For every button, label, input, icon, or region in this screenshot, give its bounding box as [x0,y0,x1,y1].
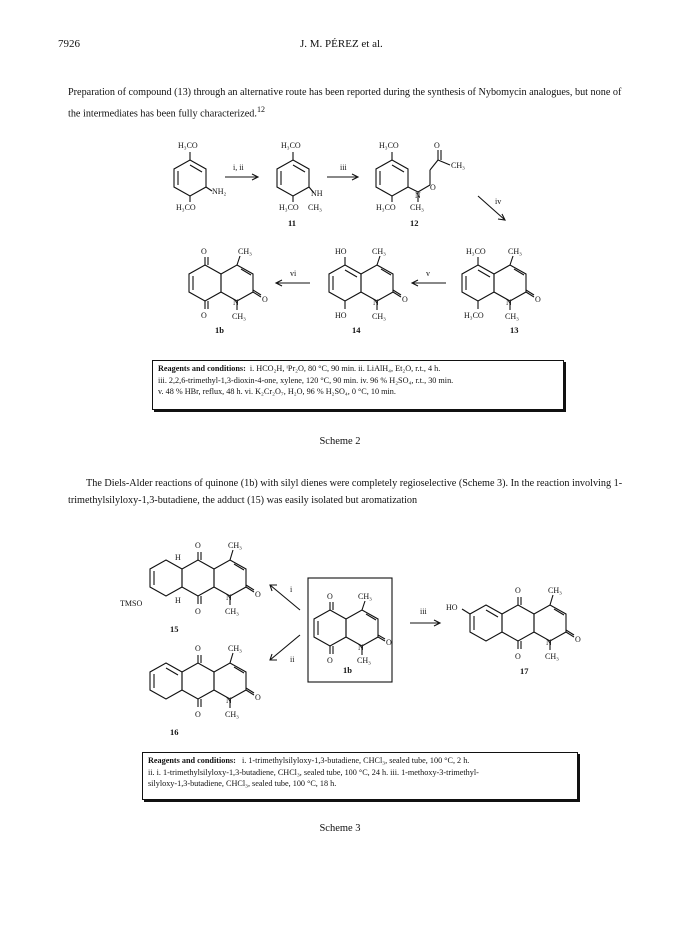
atom-n: N [546,638,552,647]
atom-h: H [175,553,181,562]
atom-o: O [201,247,207,256]
arrow-condition-i: i [290,585,293,594]
atom-ho: HO [335,247,347,256]
compound-number-11: 11 [288,218,297,228]
atom-n: N [506,298,512,307]
scheme-2-diagram [0,130,680,345]
atom-ch3: CH₃ [228,644,242,653]
atom-o: O [195,710,201,719]
ring-1b-left [314,610,346,646]
paragraph-2: The Diels-Alder reactions of quinone (1b) with silyl dienes were completely regioselective (Scheme 3). In the reaction involving 1-trimethylsilyloxy-1,3-butadiene, the adduct (15) was easily isolated but aromatization [68,478,623,506]
atom-h: H [175,596,181,605]
arrow-condition-i-ii: i, ii [233,163,244,172]
atom-n: N [358,643,364,652]
reagents-line: iii. 2,2,6-trimethyl-1,3-dioxin-4-one, xylene, 120 °C, 90 min. iv. 96 % H₂SO₄, r.t., 30 min. [158,375,454,385]
atom-o: O [201,311,207,320]
ring-compound-13-right [494,265,526,301]
atom-o: O [195,541,201,550]
ring-compound-15-a [150,560,182,596]
arrow-condition-iii: iii [420,607,427,616]
atom-o: O [515,586,521,595]
atom-ch3: CH₃ [232,312,246,321]
atom-o: O [575,635,581,644]
atom-o: O [327,592,333,601]
ring-1b-right [346,610,378,646]
atom-o: O [402,295,408,304]
atom-ch3: CH₃ [508,247,522,256]
atom-o: O [386,638,392,647]
atom-ch3: CH₃ [548,586,562,595]
arrow-condition-vi: vi [290,269,297,278]
atom-ch3: CH₃ [357,656,371,665]
atom-o: O [535,295,541,304]
atom-ch3: CH₃ [451,161,465,170]
running-title: J. M. PÉREZ et al. [300,38,383,50]
atom-h3co: H₃CO [176,203,196,212]
atom-h3co: H₃CO [279,203,299,212]
atom-o: O [255,693,261,702]
atom-ho: HO [335,311,347,320]
atom-ch3: CH₃ [410,203,424,212]
atom-h3co: H₃CO [178,141,198,150]
atom-o: O [195,644,201,653]
atom-h3co: H₃CO [379,141,399,150]
quinone-ring-1b-left [189,265,221,301]
scheme-3-caption: Scheme 3 [319,823,361,834]
atom-ch3: CH₃ [308,203,322,212]
arrow-condition-iii: iii [340,163,347,172]
reagents-line: silyloxy-1,3-butadiene, CHCl₃, sealed tube, 100 °C, 18 h. [148,779,337,788]
atom-n: N [233,298,239,307]
atom-n: N [373,298,379,307]
atom-nh: NH [311,189,323,198]
reagents-line: ii. i. 1-trimethylsilyloxy-1,3-butadiene, CHCl₃, sealed tube, 100 °C, 24 h. iii. 1-methoxy-3-trimethyl- [148,767,479,777]
atom-ch3: CH₃ [372,247,386,256]
atom-ch3: CH₃ [358,592,372,601]
atom-tmso: TMSO [120,599,143,608]
reagents-line: i. 1-trimethylsilyloxy-1,3-butadiene, CHCl₃, sealed tube, 100 °C, 2 h. [241,756,470,765]
scheme-2-reagents-box [152,360,564,410]
atom-o: O [515,652,521,661]
compound-number-1b: 1b [215,325,224,335]
paragraph-1 [68,84,628,122]
reagents-line: v. 48 % HBr, reflux, 48 h. vi. K₂Cr₂O₇, H₂O, 96 % H₂SO₄, 0 °C, 10 min. [158,387,396,396]
compound-number-15: 15 [170,624,179,634]
atom-ch3: CH₃ [225,607,239,616]
atom-h3co: H₃CO [466,247,486,256]
atom-h3co: H₃CO [376,203,396,212]
atom-o: O [430,183,436,192]
ring-compound-15-c [214,560,246,596]
compound-number-14: 14 [352,325,361,335]
compound-number-1b: 1b [343,665,352,675]
atom-ho: HO [446,603,458,612]
atom-ch3: CH₃ [225,710,239,719]
ring-compound-17-b [502,605,534,641]
scheme-2-caption: Scheme 2 [319,436,361,447]
paragraph-1-text: Preparation of compound (13) through an alternative route has been reported during the synthesis of Nybomycin analogues, but none of the intermediates has been fully characterized. [68,87,622,120]
compound-number-13: 13 [510,325,519,335]
ring-compound-14-right [361,265,393,301]
ring-compound-15-b [182,560,214,596]
atom-h3co: H₃CO [464,311,484,320]
atom-h3co: H₃CO [281,141,301,150]
scheme-3-reagents-box [142,752,578,800]
ring-compound-16-c [214,663,246,699]
reagents-title: Reagents and conditions: [148,756,236,765]
citation-ref: 12 [256,105,265,114]
atom-n: N [226,593,232,602]
atom-o: O [327,656,333,665]
atom-nh2: NH₂ [212,187,227,196]
atom-ch3: CH₃ [372,312,386,321]
reagents-title: Reagents and conditions: [158,364,246,373]
atom-o: O [195,607,201,616]
atom-ch3: CH₃ [545,652,559,661]
scheme-3-diagram [0,530,680,745]
atom-ch3: CH₃ [238,247,252,256]
atom-o: O [255,590,261,599]
atom-o: O [434,141,440,150]
atom-ch3: CH₃ [228,541,242,550]
reagents-line: i. HCO₂H, ⁱPr₂O, 80 °C, 90 min. ii. LiAlH₄, Et₂O, r.t., 4 h. [249,364,441,373]
quinone-ring-1b-right [221,265,253,301]
atom-o: O [262,295,268,304]
arrow-condition-v: v [426,269,430,278]
compound-number-12: 12 [410,218,419,228]
arrow-condition-ii: ii [290,655,295,664]
ring-compound-16-b [182,663,214,699]
page-number: 7926 [58,38,80,50]
atom-n: N [415,191,421,200]
ring-compound-17-c [534,605,566,641]
compound-number-17: 17 [520,666,529,676]
compound-number-16: 16 [170,727,179,737]
atom-n: N [226,696,232,705]
atom-ch3: CH₃ [505,312,519,321]
arrow-condition-iv: iv [495,197,502,206]
